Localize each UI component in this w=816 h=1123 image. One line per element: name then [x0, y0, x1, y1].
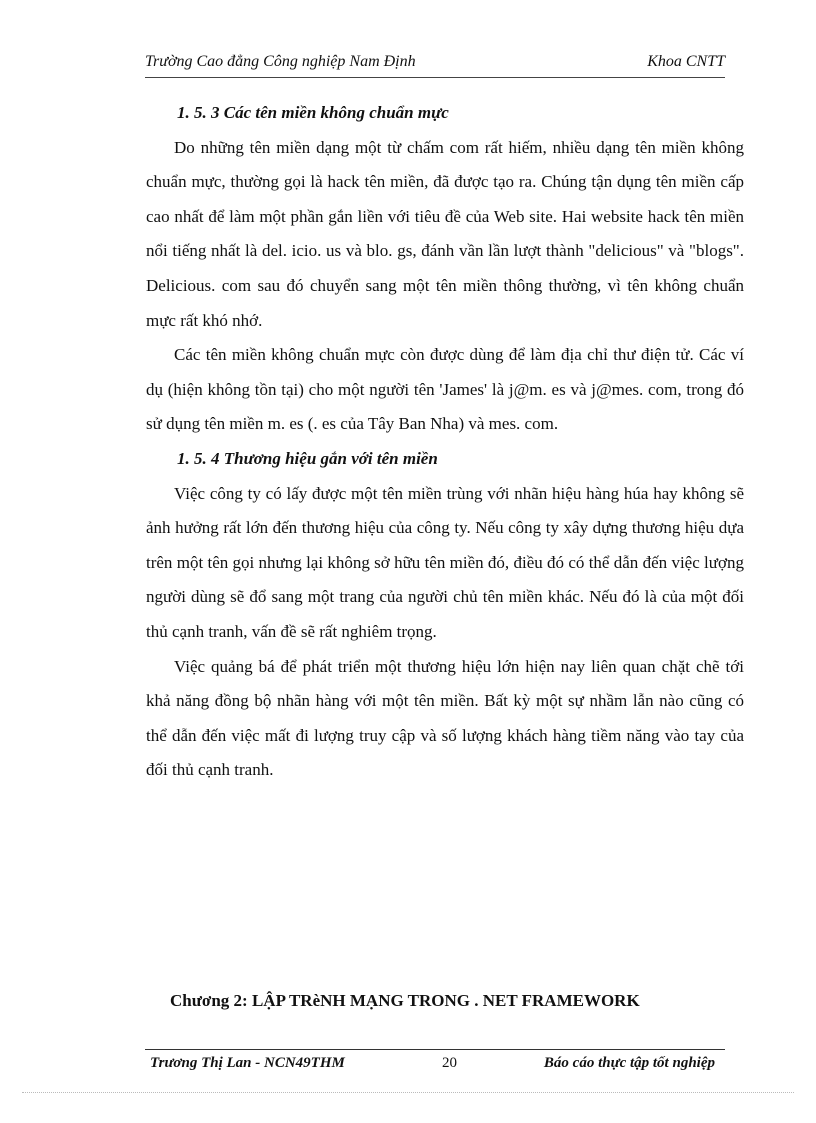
paragraph: Các tên miền không chuẩn mực còn được dùng để làm địa chỉ thư điện tử. Các ví dụ (hiện không tồn tại) cho một người tên 'James' là j@m. es và j@mes. com, trong đó sử dụng tên miền m. es (. es của Tây Ban Nha) và mes. com. [146, 345, 744, 434]
paragraph: Do những tên miền dạng một từ chấm com rất hiếm, nhiều dạng tên miền không chuẩn mực, thường gọi là hack tên miền, đã được tạo ra. Chúng tận dụng tên miền cấp cao nhất để làm một phần gắn liền với tiêu đề của Web site. Hai website hack tên miền nổi tiếng nhất là del. icio. us và blo. gs, đánh vần lần lượt thành "delicious" và "blogs". Delicious. com sau đó chuyển sang một tên miền thông thường, vì tên không chuẩn mực rất khó nhớ. [146, 137, 744, 330]
footer-author: Trương Thị Lan - NCN49THM [150, 1055, 345, 1071]
paragraph: Việc quảng bá để phát triển một thương hiệu lớn hiện nay liên quan chặt chẽ tới khả năng đồng bộ nhãn hàng với một tên miền. Bất kỳ một sự nhầm lẫn nào cũng có thể dẫn đến việc mất đi lượng truy cập và số lượng khách hàng tiềm năng vào tay của đối thủ cạnh tranh. [146, 656, 744, 780]
header-school: Trường Cao đẳng Công nghiệp Nam Định [145, 53, 416, 70]
paragraph: Việc công ty có lấy được một tên miền trùng với nhãn hiệu hàng húa hay không sẽ ảnh hưởng rất lớn đến thương hiệu của công ty. Nếu công ty xây dựng thương hiệu dựa trên một tên gọi nhưng lại không sở hữu tên miền đó, điều đó có thể dẫn đến việc lượng người dùng sẽ đổ sang một trang của người chủ tên miền khác. Nếu đó là của một đối thủ cạnh tranh, vấn đề sẽ rất nghiêm trọng. [146, 483, 744, 641]
page-footer [150, 1052, 715, 1074]
page-header [145, 50, 725, 74]
footer-divider [145, 1049, 725, 1050]
section-heading-1-5-3: 1. 5. 3 Các tên miền không chuẩn mực [177, 103, 449, 122]
page-bottom-edge [22, 1092, 794, 1093]
section-heading-1-5-4: 1. 5. 4 Thương hiệu gắn với tên miền [177, 448, 438, 468]
footer-report-title: Báo cáo thực tập tốt nghiệp [543, 1055, 715, 1071]
chapter-title: Chương 2: LẬP TRèNH MẠNG TRONG . NET FRAMEWORK [170, 991, 640, 1010]
body-content [146, 96, 744, 788]
page-number: 20 [442, 1055, 457, 1071]
header-department: Khoa CNTT [647, 53, 725, 70]
header-divider [145, 77, 725, 78]
